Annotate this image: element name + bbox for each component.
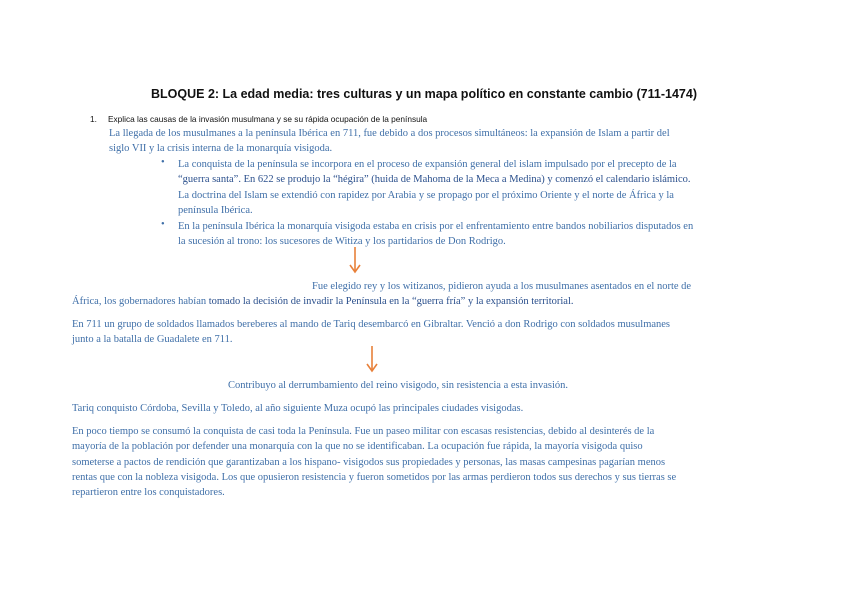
intro-line: La llegada de los musulmanes a la península Ibérica en 711, fue debido a dos procesos simultáneos: la expansión de Islam a partir del — [109, 128, 670, 139]
para-rey-part: África, los gobernadores habían — [72, 296, 209, 307]
para-final-line: someterse a pactos de rendición que garantizaban a los hispano- visigodos sus propiedades y personas, las masas campesinas pagarían menos — [72, 456, 666, 468]
para-final — [72, 424, 676, 500]
bullet-line: la sucesión al trono: los sucesores de Witiza y los partidarios de Don Rodrigo. — [178, 236, 506, 248]
down-arrow-icon — [365, 345, 379, 373]
page-title: BLOQUE 2: La edad media: tres culturas y un mapa político en constante cambio (711-1474) — [151, 87, 697, 101]
para-711-line: En 711 un grupo de soldados llamados bereberes al mando de Tariq desembarcó en Gibraltar. Venció a don Rodrigo con soldados musulmanes — [72, 319, 671, 330]
para-final-line: repartieron entre los conquistadores. — [72, 487, 225, 499]
bullet-line: “guerra santa”. En 622 se produjo la “hégira” (huida de Mahoma de la Meca a Medina) y comenzó el calendario islámico. — [178, 174, 691, 186]
bullet-line: En la península Ibérica la monarquía visigoda estaba en crisis por el enfrentamiento entre bandos nobiliarios disputados en — [178, 221, 694, 232]
bullet-line: La conquista de la península se incorpora en el proceso de expansión general del islam impulsado por el precepto de la — [178, 159, 677, 170]
para-711-line: junto a la batalla de Guadalete en 711. — [72, 334, 233, 346]
question-number: 1. — [90, 114, 97, 124]
intro-paragraph — [109, 126, 670, 157]
para-tariq: Tariq conquisto Córdoba, Sevilla y Toledo, al año siguiente Muza ocupó las principales ciudades visigodas. — [72, 403, 524, 414]
question-item — [90, 114, 427, 124]
para-final-line: En poco tiempo se consumó la conquista de casi toda la Península. Fue un paseo militar con escasas resistencias, debido al desinterés de la — [72, 426, 655, 437]
bullet-item — [178, 219, 693, 250]
question-text: Explica las causas de la invasión musulmana y se su rápida ocupación de la península — [108, 114, 428, 124]
down-arrow-icon — [348, 246, 362, 274]
bullet-item — [178, 157, 691, 218]
para-rey-line2 — [72, 294, 574, 309]
intro-line: siglo VII y la crisis interna de la monarquía visigoda. — [109, 143, 333, 155]
para-contribuyo: Contribuyo al derrumbamiento del reino visigodo, sin resistencia a esta invasión. — [228, 380, 569, 391]
para-final-line: mayoría de la población por defender una monarquía con la que no se identificaban. La ocupación fue rápida, la mayoría visigoda quiso — [72, 441, 643, 453]
bullet-line: La doctrina del Islam se extendió con rapidez por Arabia y se propago por el próximo Oriente y el norte de África y la — [178, 189, 674, 201]
para-final-line: rentas que con la nobleza visigoda. Los que opusieron resistencia y fueron sometidos por las armas perdieron todos sus derechos y sus tierras se — [72, 471, 677, 483]
bullet-line: península Ibérica. — [178, 204, 253, 216]
para-rey-line1: Fue elegido rey y los witizanos, pidieron ayuda a los musulmanes asentados en el norte de — [312, 281, 692, 292]
para-711 — [72, 317, 670, 348]
para-rey-part: tomado la decisión de invadir la Península en la “guerra fría” y la expansión territorial. — [208, 296, 574, 307]
bullet-dot: • — [161, 219, 165, 230]
bullet-dot: • — [161, 157, 165, 168]
